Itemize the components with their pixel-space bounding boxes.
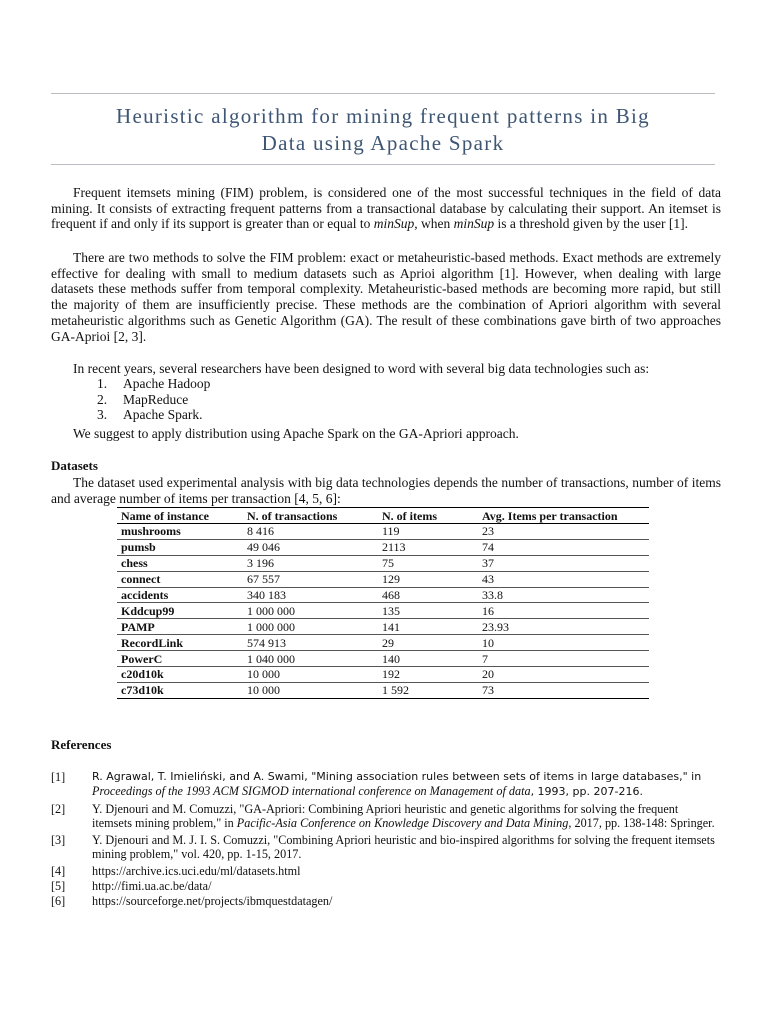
cell-transactions: 10 000 xyxy=(243,667,378,683)
table-row xyxy=(117,555,649,571)
cell-transactions: 340 183 xyxy=(243,587,378,603)
table-row xyxy=(117,619,649,635)
title-line-1: Heuristic algorithm for mining frequent patterns in Big xyxy=(116,104,650,128)
minsup-term: minSup xyxy=(373,216,415,232)
table-row xyxy=(117,682,649,698)
cell-avg-items: 37 xyxy=(478,555,649,571)
list-item xyxy=(97,392,210,408)
page-title xyxy=(51,103,715,157)
cell-transactions: 49 046 xyxy=(243,539,378,555)
reference-tag: [2] xyxy=(51,802,66,816)
reference-item xyxy=(51,833,721,861)
references-heading: References xyxy=(51,737,112,752)
table-row xyxy=(117,539,649,555)
cell-transactions: 1 000 000 xyxy=(243,619,378,635)
column-header: Name of instance xyxy=(117,508,243,524)
list-number: 3. xyxy=(97,407,108,423)
table-row xyxy=(117,587,649,603)
cell-instance: c20d10k xyxy=(117,667,243,683)
reference-venue: Pacific-Asia Conference on Knowledge Discovery and Data Mining xyxy=(236,816,569,830)
reference-item xyxy=(51,770,721,799)
list-item xyxy=(97,376,210,392)
datasets-table xyxy=(117,507,649,699)
cell-items: 2113 xyxy=(378,539,478,555)
cell-transactions: 574 913 xyxy=(243,635,378,651)
technology-list xyxy=(97,376,210,423)
reference-item xyxy=(51,802,721,830)
table-row xyxy=(117,571,649,587)
cell-items: 140 xyxy=(378,651,478,667)
reference-item xyxy=(51,864,721,878)
cell-items: 129 xyxy=(378,571,478,587)
reference-tag: [6] xyxy=(51,894,66,908)
list-item xyxy=(97,407,210,423)
datasets-heading: Datasets xyxy=(51,458,98,473)
reference-item xyxy=(51,894,721,908)
cell-instance: mushrooms xyxy=(117,524,243,540)
paragraph-text: , when xyxy=(414,216,454,232)
cell-transactions: 67 557 xyxy=(243,571,378,587)
cell-instance: PAMP xyxy=(117,619,243,635)
list-label: Apache Spark. xyxy=(123,407,203,423)
cell-avg-items: 33.8 xyxy=(478,587,649,603)
cell-items: 192 xyxy=(378,667,478,683)
cell-instance: accidents xyxy=(117,587,243,603)
reference-tag: [3] xyxy=(51,833,66,847)
reference-body xyxy=(92,802,721,830)
reference-link[interactable]: https://archive.ics.uci.edu/ml/datasets.html xyxy=(92,864,301,878)
cell-items: 119 xyxy=(378,524,478,540)
cell-avg-items: 23 xyxy=(478,524,649,540)
cell-transactions: 8 416 xyxy=(243,524,378,540)
cell-transactions: 1 040 000 xyxy=(243,651,378,667)
cell-items: 75 xyxy=(378,555,478,571)
cell-transactions: 10 000 xyxy=(243,682,378,698)
column-header: N. of transactions xyxy=(243,508,378,524)
table-row xyxy=(117,651,649,667)
minsup-term: minSup xyxy=(453,216,495,232)
cell-transactions: 1 000 000 xyxy=(243,603,378,619)
reference-tag: [1] xyxy=(51,770,66,784)
paragraph-suggestion: We suggest to apply distribution using Apache Spark on the GA-Apriori approach. xyxy=(73,426,519,441)
reference-item xyxy=(51,879,721,893)
reference-text: Y. Djenouri and M. Comuzzi, "GA-Apriori: Combining Apriori heuristic and genetic algorithms for solving the frequent itemsets mining problem," in xyxy=(92,802,679,830)
list-number: 2. xyxy=(97,391,108,407)
cell-instance: pumsb xyxy=(117,539,243,555)
reference-tag: [4] xyxy=(51,864,66,878)
paragraph-fim-definition xyxy=(51,185,721,232)
reference-tail: , 2017, pp. 138-148: Springer. xyxy=(568,816,715,830)
table-row xyxy=(117,635,649,651)
table-row xyxy=(117,524,649,540)
cell-items: 29 xyxy=(378,635,478,651)
table-row xyxy=(117,667,649,683)
cell-avg-items: 7 xyxy=(478,651,649,667)
list-label: Apache Hadoop xyxy=(123,376,211,391)
column-header: Avg. Items per transaction xyxy=(478,508,649,524)
cell-instance: c73d10k xyxy=(117,682,243,698)
list-label: MapReduce xyxy=(123,391,189,407)
datasets-intro: The dataset used experimental analysis with big data technologies depends the number of transactions, number of items and average number of items per transaction [4, 5, 6]: xyxy=(51,475,721,506)
cell-instance: PowerC xyxy=(117,651,243,667)
paragraph-text: is a threshold given by the user [1]. xyxy=(494,216,689,232)
cell-avg-items: 10 xyxy=(478,635,649,651)
cell-items: 141 xyxy=(378,619,478,635)
cell-items: 1 592 xyxy=(378,682,478,698)
paragraph-methods: There are two methods to solve the FIM problem: exact or metaheuristic-based methods. Exact methods are extremely effective for dealing with small to medium datasets such as Aprioi algorithm [1]. However, when dealing with large datasets these methods suffer from temporal complexity. Metaheuristic-based methods are becoming more rapid, but still the majority of them are insufficiently precise. These methods are the combination of Apriori algorithm with several metaheuristic algorithms such as Genetic Algorithm (GA). The result of these combinations gave birth of two approaches GA-Aprioi [2, 3]. xyxy=(51,250,721,344)
reference-body xyxy=(92,770,721,799)
cell-instance: chess xyxy=(117,555,243,571)
title-bottom-rule xyxy=(51,164,715,165)
title-top-rule xyxy=(51,93,715,94)
table-header-row xyxy=(117,508,649,524)
cell-instance: RecordLink xyxy=(117,635,243,651)
column-header: N. of items xyxy=(378,508,478,524)
cell-instance: Kddcup99 xyxy=(117,603,243,619)
cell-avg-items: 23.93 xyxy=(478,619,649,635)
reference-body: Y. Djenouri and M. J. I. S. Comuzzi, "Combining Apriori heuristic and bio-inspired algorithms for solving the frequent itemsets mining problem," vol. 420, pp. 1-15, 2017. xyxy=(92,833,715,861)
cell-instance: connect xyxy=(117,571,243,587)
reference-text: R. Agrawal, T. Imieliński, and A. Swami, "Mining association rules between sets of items in large databases," in xyxy=(92,770,702,783)
cell-avg-items: 43 xyxy=(478,571,649,587)
cell-items: 468 xyxy=(378,587,478,603)
cell-avg-items: 16 xyxy=(478,603,649,619)
paragraph-text: Frequent itemsets mining (FIM) problem, is considered one of the most successful techniques in the field of data mining. It consists of extracting frequent patterns from a transactional database by calculating their support. An itemset is frequent if and only if its support is greater than or equal to xyxy=(51,185,721,232)
cell-avg-items: 74 xyxy=(478,539,649,555)
reference-tag: [5] xyxy=(51,879,66,893)
title-line-2: Data using Apache Spark xyxy=(261,131,505,155)
list-number: 1. xyxy=(97,376,108,391)
cell-transactions: 3 196 xyxy=(243,555,378,571)
reference-venue: Proceedings of the 1993 ACM SIGMOD international conference on Management of data xyxy=(92,784,531,798)
paragraph-big-data-intro: In recent years, several researchers have been designed to word with several big data technologies such as: xyxy=(73,361,650,376)
table-row xyxy=(117,603,649,619)
cell-items: 135 xyxy=(378,603,478,619)
references-list xyxy=(51,770,721,911)
reference-link[interactable]: https://sourceforge.net/projects/ibmquestdatagen/ xyxy=(92,894,333,908)
reference-tail: , 1993, pp. 207-216. xyxy=(530,785,643,798)
cell-avg-items: 73 xyxy=(478,682,649,698)
cell-avg-items: 20 xyxy=(478,667,649,683)
reference-link[interactable]: http://fimi.ua.ac.be/data/ xyxy=(92,879,212,893)
